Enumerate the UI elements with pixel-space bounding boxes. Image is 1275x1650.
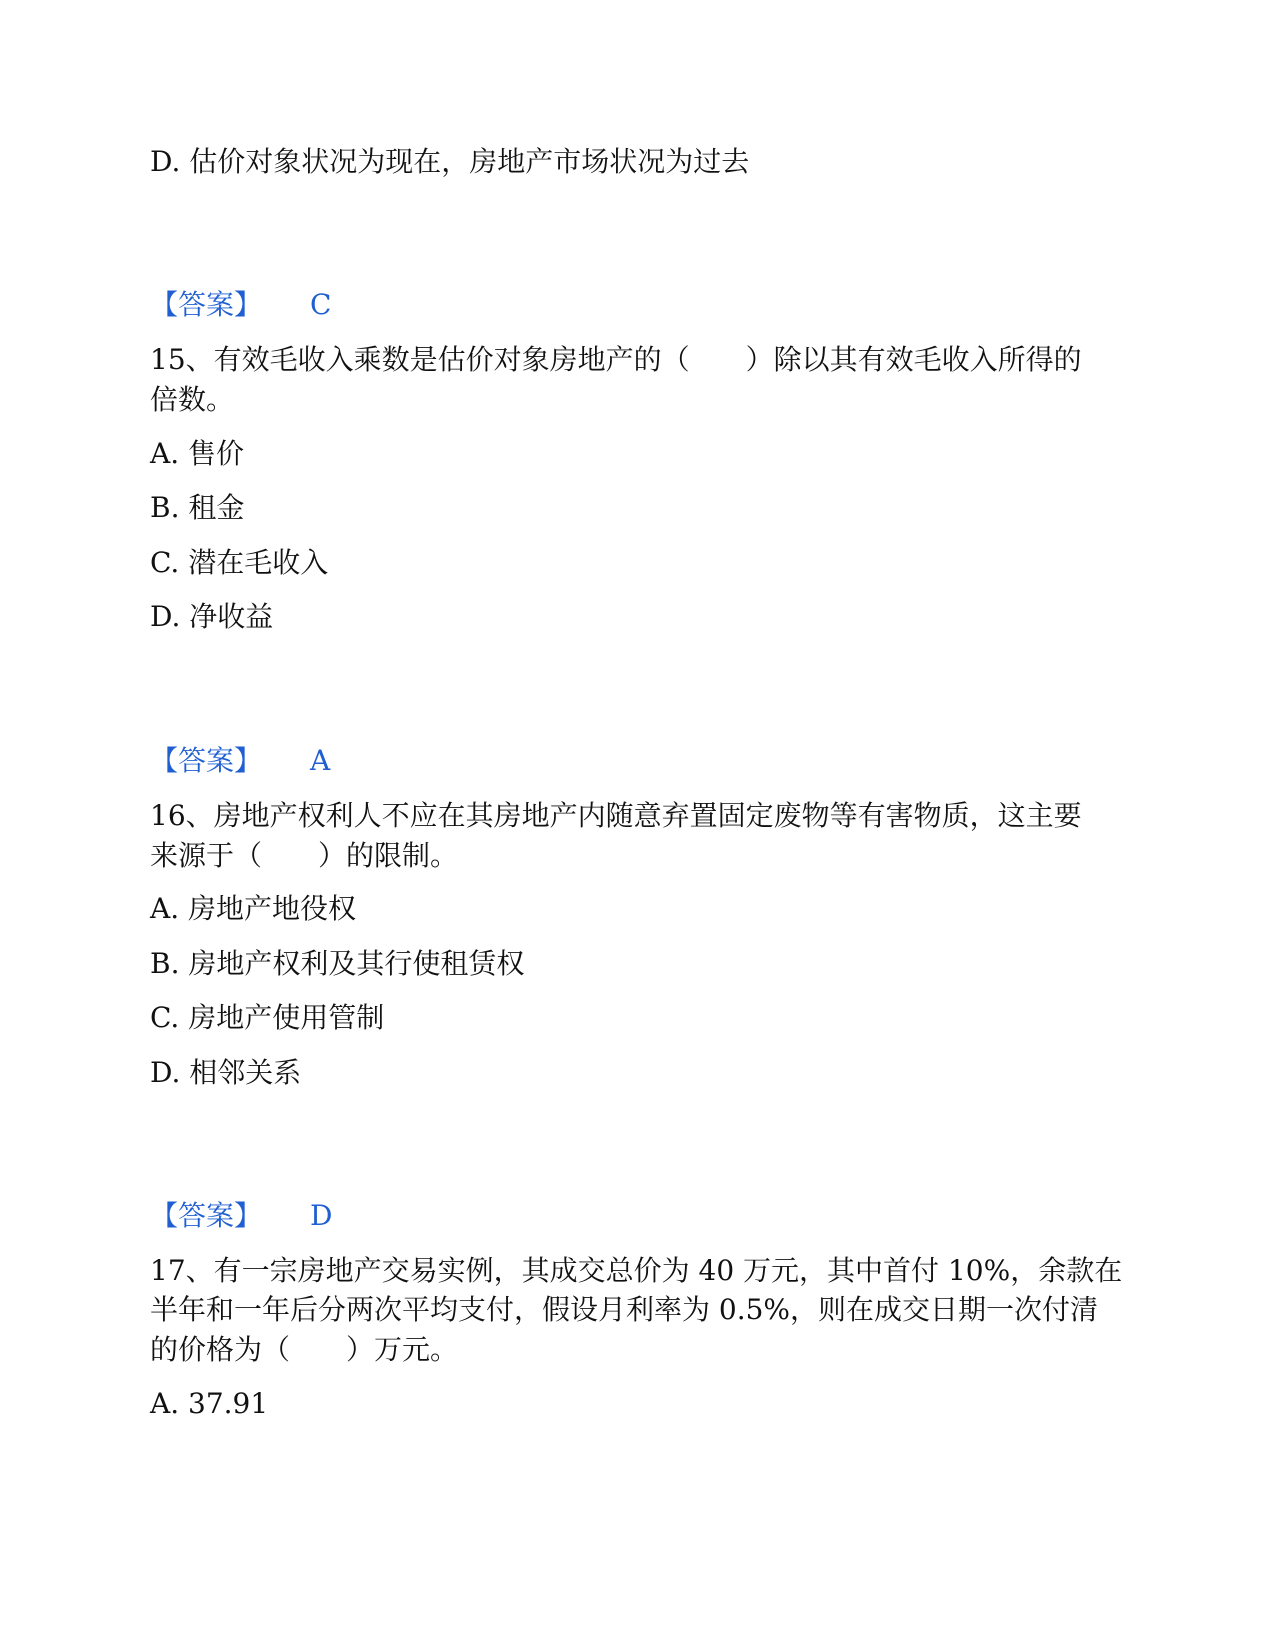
answer-block: [150, 741, 331, 781]
q17-option-a: A. 37.91: [150, 1387, 269, 1420]
answer-label: 【答案】: [150, 1199, 263, 1232]
q15-text-line1: 15、有效毛收入乘数是估价对象房地产的（ ）除以其有效毛收入所得的: [150, 343, 1082, 376]
q15-option-b: B. 租金: [150, 491, 245, 524]
answer-label: 【答案】: [150, 744, 263, 777]
answer-block: [150, 1196, 333, 1236]
answer-block: [150, 285, 332, 325]
q17-text-line1: 17、有一宗房地产交易实例，其成交总价为 40 万元，其中首付 10%，余款在: [150, 1254, 1123, 1287]
q15-option-a: A. 售价: [150, 437, 245, 470]
answer-value: A: [310, 744, 331, 777]
q17-text-line3: 的价格为（ ）万元。: [150, 1333, 459, 1366]
q17-text-line2: 半年和一年后分两次平均支付，假设月利率为 0.5%，则在成交日期一次付清: [150, 1293, 1099, 1326]
q16-text-line2: 来源于（ ）的限制。: [150, 839, 459, 872]
answer-label: 【答案】: [150, 288, 263, 321]
q15-text-line2: 倍数。: [150, 383, 235, 416]
q16-text-line1: 16、房地产权利人不应在其房地产内随意弃置固定废物等有害物质，这主要: [150, 799, 1082, 832]
q16-option-a: A. 房地产地役权: [150, 892, 357, 925]
answer-value: D: [310, 1199, 333, 1232]
q15-option-c: C. 潜在毛收入: [150, 546, 329, 579]
q15-option-d: D. 净收益: [150, 600, 274, 633]
q16-option-d: D. 相邻关系: [150, 1056, 302, 1089]
q16-option-c: C. 房地产使用管制: [150, 1001, 385, 1034]
q16-option-b: B. 房地产权利及其行使租赁权: [150, 947, 525, 980]
q14-option-d: D. 估价对象状况为现在，房地产市场状况为过去: [150, 145, 750, 178]
answer-value: C: [310, 288, 332, 321]
